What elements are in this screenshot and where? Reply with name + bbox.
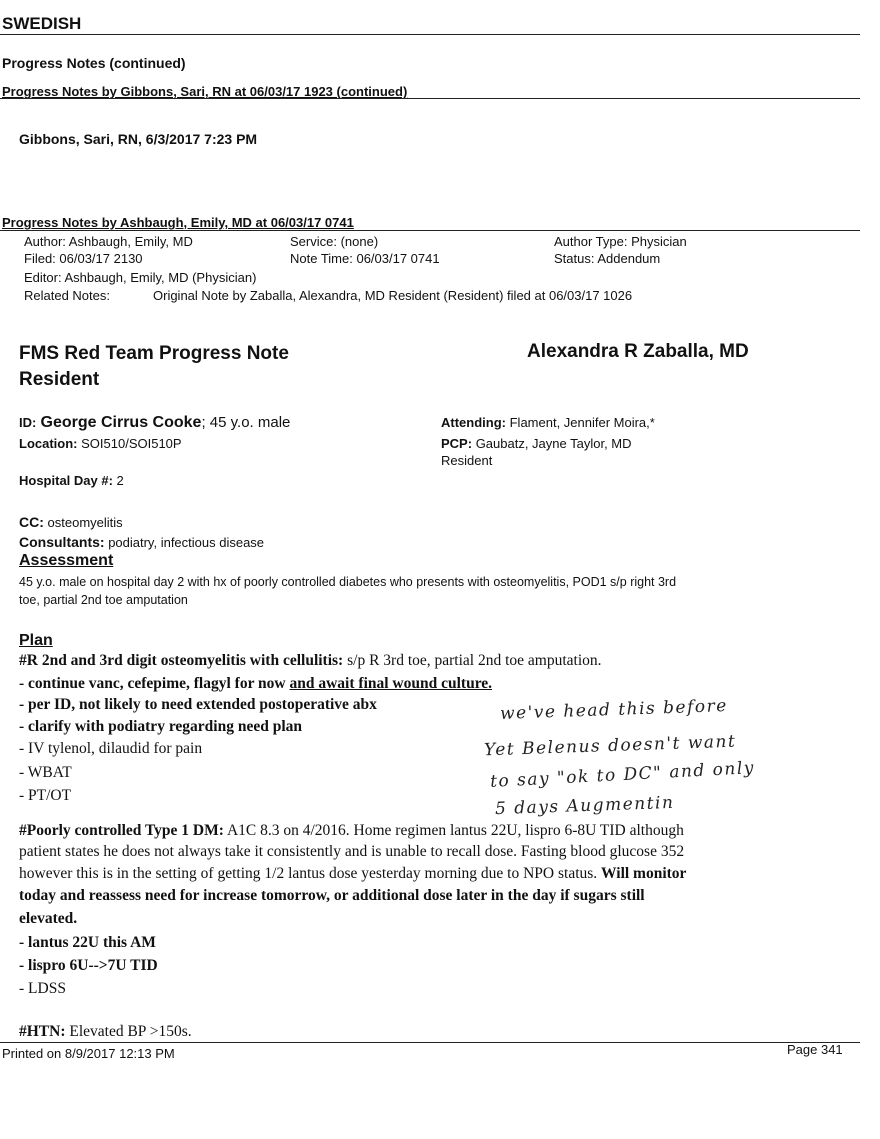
hospital-day-label: Hospital Day #: [19,473,113,488]
chief-complaint [19,514,123,530]
pcp-label: PCP: [441,436,473,451]
handwriting-line-0: we've head this before [499,696,729,724]
attending-label: Attending: [441,415,506,430]
patient-location [19,436,182,451]
problem1-text: s/p R 3rd toe, partial 2nd toe amputation. [343,652,602,669]
note-author-name: Alexandra R Zaballa, MD [527,341,749,362]
consultants-value: podiatry, infectious disease [108,535,265,550]
p2-item-0: - lantus 22U this AM [19,934,156,951]
problem2-text-0: A1C 8.3 on 4/2016. Home regimen lantus 22U, lispro 6-8U TID although [223,822,684,839]
p1-item-4: - WBAT [19,764,72,781]
attending-value: Flament, Jennifer Moira,* [509,415,655,430]
footer-rule [0,1042,860,1043]
meta-note-time: Note Time: 06/03/17 0741 [290,251,440,266]
handwriting-line-1: Yet Belenus doesn't want [483,731,737,761]
location-value: SOI510/SOI510P [81,436,182,451]
p2-item-2: - LDSS [19,980,66,997]
patient-desc: ; 45 y.o. male [201,414,291,431]
problem2-line2 [19,865,686,883]
problem1-title: #R 2nd and 3rd digit osteomyelitis with cellulitis: [19,652,344,669]
patient-name: George Cirrus Cooke [40,414,202,431]
cc-value: osteomyelitis [47,515,123,530]
org-name: SWEDISH [2,14,82,33]
header-rule [0,34,860,35]
p1-item-0-underlined: and await final wound culture. [289,675,493,692]
problem3-text: Elevated BP >150s. [65,1023,192,1040]
meta-editor: Editor: Ashbaugh, Emily, MD (Physician) [24,270,257,285]
pcp [441,436,632,451]
p1-item-0 [19,675,492,693]
problem1 [19,652,602,670]
hospital-day-value: 2 [116,473,124,488]
printed-timestamp: Printed on 8/9/2017 12:13 PM [2,1046,175,1061]
note-title-line2: Resident [19,369,100,390]
problem2-title: #Poorly controlled Type 1 DM: [19,822,224,839]
location-label: Location: [19,436,78,451]
pcp-value: Gaubatz, Jayne Taylor, MD [475,436,632,451]
p1-item-1: - per ID, not likely to need extended postoperative abx [19,696,377,713]
cc-label: CC: [19,514,44,530]
meta-related-label: Related Notes: [24,288,110,303]
meta-service: Service: (none) [290,234,379,249]
attending [441,415,655,430]
problem3-title: #HTN: [19,1023,66,1040]
pcp-value2: Resident [441,453,493,468]
note1-title: Progress Notes by Gibbons, Sari, RN at 06/03/17 1923 (continued) [2,84,408,99]
section-title: Progress Notes (continued) [2,55,186,71]
p2-item-1: - lispro 6U-->7U TID [19,957,158,974]
note1-signature: Gibbons, Sari, RN, 6/3/2017 7:23 PM [19,131,258,147]
problem2-line3: today and reassess need for increase tomorrow, or additional dose later in the day if sugars still [19,887,645,904]
problem2-line0 [19,822,684,840]
note-title-line1: FMS Red Team Progress Note [19,343,289,364]
problem2-text-2: however this is in the setting of getting 1/2 lantus dose yesterday morning due to NPO status. [19,865,602,882]
problem2-text-3: Will monitor [601,865,687,882]
note1-rule [0,98,860,99]
assessment-line1: 45 y.o. male on hospital day 2 with hx of poorly controlled diabetes who presents with osteomyelitis, POD1 s/p right 3rd [19,575,677,589]
p1-item-5: - PT/OT [19,787,72,804]
meta-author-type: Author Type: Physician [554,234,687,249]
meta-status: Status: Addendum [554,251,661,266]
note2-title: Progress Notes by Ashbaugh, Emily, MD at 06/03/17 0741 [2,215,354,230]
patient-id [19,414,290,432]
meta-author: Author: Ashbaugh, Emily, MD [24,234,193,249]
meta-related-value: Original Note by Zaballa, Alexandra, MD Resident (Resident) filed at 06/03/17 1026 [153,288,633,303]
p1-item-0-text: - continue vanc, cefepime, flagyl for now [19,675,290,692]
note2-rule [0,230,860,231]
page-number: Page 341 [787,1042,843,1057]
hospital-day [19,473,124,488]
assessment-heading: Assessment [19,552,114,569]
p1-item-2: - clarify with podiatry regarding need plan [19,718,303,735]
consultants [19,534,264,550]
consultants-label: Consultants: [19,534,105,550]
problem2-line1: patient states he does not always take it consistently and is unable to recall dose. Fasting blood glucose 352 [19,843,685,860]
handwriting-line-3: 5 days Augmentin [494,792,675,820]
problem3 [19,1023,192,1041]
id-label: ID: [19,415,37,430]
assessment-line2: toe, partial 2nd toe amputation [19,593,188,607]
plan-heading: Plan [19,632,53,649]
meta-filed: Filed: 06/03/17 2130 [24,251,143,266]
handwriting-line-2: to say "ok to DC" and only [489,758,756,792]
p1-item-3: - IV tylenol, dilaudid for pain [19,740,203,757]
problem2-line4: elevated. [19,910,78,927]
